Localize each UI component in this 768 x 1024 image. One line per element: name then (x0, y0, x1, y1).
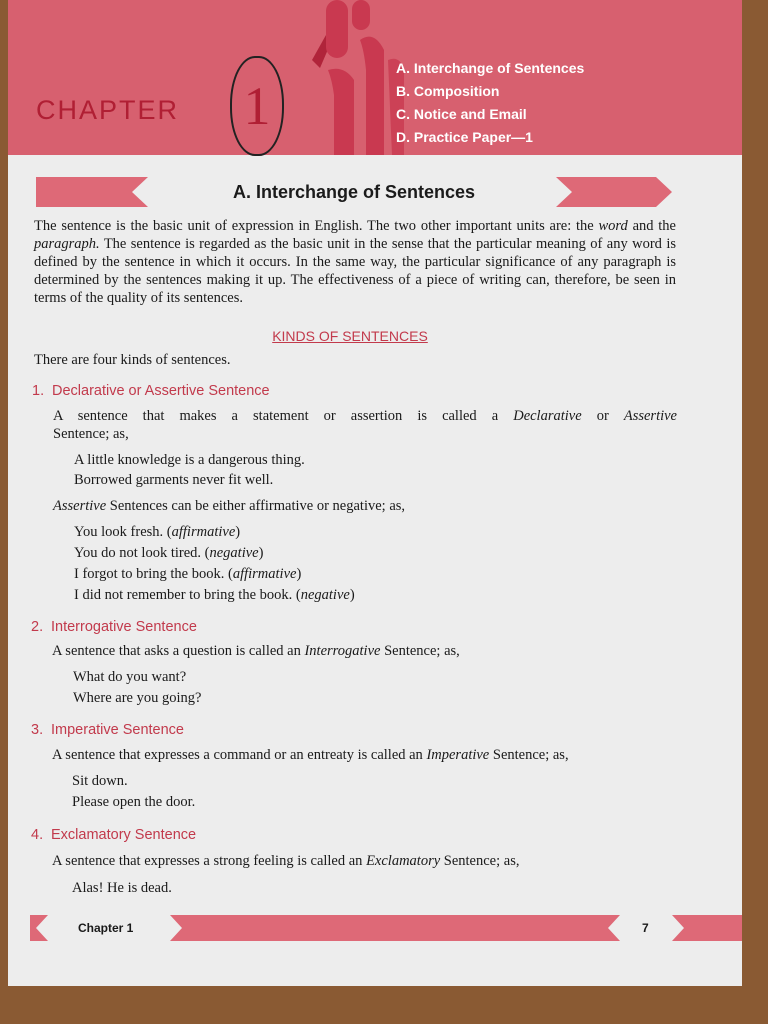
section-heading-declarative: 1. Declarative or Assertive Sentence (32, 383, 270, 399)
example-sentence: Sit down. (72, 773, 128, 789)
example-sentence: You look fresh. (affirmative) (74, 524, 241, 540)
example-sentence: Alas! He is dead. (72, 880, 172, 896)
intro-paragraph: The sentence is the basic unit of expression in English. The two other important units are: the word and the paragraph. The sentence is regarded as the basic unit in the sense that the particular meaning of any word is defined by the sentence in which it occurs. In the same way, the particular significance of any paragraph is determined by the sentences making it up. The effectiveness of a piece of writing can, therefore, be seen in terms of the quality of its sentences. (34, 218, 676, 306)
definition-declarative: A sentence that makes a statement or assertion is called a Declarative or Assertive (53, 408, 677, 424)
contents-item: D. Practice Paper—1 (396, 129, 533, 145)
example-sentence: I did not remember to bring the book. (negative) (74, 587, 355, 603)
example-sentence: You do not look tired. (negative) (74, 545, 264, 561)
chapter-header (8, 0, 742, 155)
section-title: A. Interchange of Sentences (232, 182, 476, 202)
chapter-contents (396, 57, 584, 149)
section-heading-interrogative: 2. Interrogative Sentence (31, 619, 197, 635)
contents-item: A. Interchange of Sentences (396, 60, 585, 76)
definition-declarative-cont: Sentence; as, (53, 426, 129, 442)
chapter-word: CHAPTER (36, 95, 180, 125)
definition-interrogative: A sentence that asks a question is called an Interrogative Sentence; as, (52, 643, 460, 659)
page-number: 7 (642, 921, 649, 935)
definition-imperative: A sentence that expresses a command or an entreaty is called an Imperative Sentence; as, (52, 747, 569, 763)
assertive-note: Assertive Sentences can be either affirmative or negative; as, (53, 498, 406, 514)
example-sentence: A little knowledge is a dangerous thing. (74, 452, 305, 468)
footer-chapter-label: Chapter 1 (78, 921, 134, 935)
section-heading-exclamatory: 4. Exclamatory Sentence (31, 827, 197, 843)
footer-bar (30, 915, 742, 941)
example-sentence: Borrowed garments never fit well. (74, 472, 274, 488)
contents-item: C. Notice and Email (396, 106, 527, 122)
chapter-number: 1 (230, 56, 284, 156)
kinds-intro: There are four kinds of sentences. (34, 352, 231, 368)
section-heading-imperative: 3. Imperative Sentence (31, 722, 184, 738)
example-sentence: I forgot to bring the book. (affirmative) (74, 566, 302, 582)
example-sentence: Please open the door. (72, 794, 196, 810)
section-banner (36, 177, 672, 207)
contents-item: B. Composition (396, 83, 500, 99)
definition-exclamatory: A sentence that expresses a strong feeling is called an Exclamatory Sentence; as, (52, 853, 520, 869)
kinds-heading: KINDS OF SENTENCES (272, 328, 428, 344)
example-sentence: What do you want? (73, 669, 187, 685)
textbook-page (8, 0, 742, 986)
example-sentence: Where are you going? (73, 690, 202, 706)
